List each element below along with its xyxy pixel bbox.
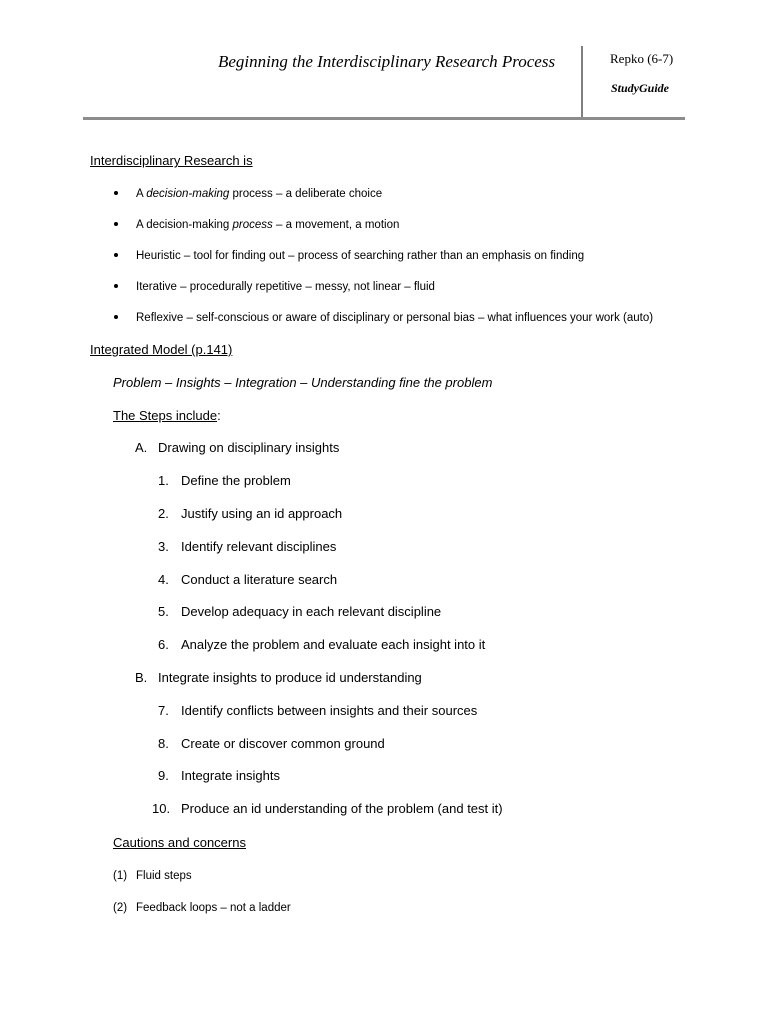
step-text: Justify using an id approach (181, 506, 343, 521)
step-text: Integrate insights (181, 768, 281, 783)
group-label: Drawing on disciplinary insights (158, 440, 340, 455)
header-divider-vertical (581, 46, 583, 118)
document-subtitle: StudyGuide (611, 81, 670, 95)
group-marker: B. (135, 670, 148, 685)
section-heading: Cautions and concerns (113, 835, 246, 850)
step-text: Define the problem (181, 473, 291, 488)
list-item-text: Reflexive – self-conscious or aware of disciplinary or personal bias – what influences your work (auto) (136, 312, 654, 324)
steps-heading: The Steps include: (113, 408, 221, 423)
list-item-text: Iterative – procedurally repetitive – messy, not linear – fluid (136, 281, 435, 293)
step-number: 7. (158, 703, 169, 718)
group-label: Integrate insights to produce id understanding (158, 670, 422, 685)
step-number: 5. (158, 604, 169, 619)
bullet-icon (114, 191, 118, 195)
step-number: 9. (158, 768, 169, 783)
step-text: Produce an id understanding of the problem (and test it) (181, 801, 503, 816)
document-title: Beginning the Interdisciplinary Research Process (218, 52, 556, 71)
bullet-icon (114, 253, 118, 257)
step-number: 1. (158, 473, 169, 488)
step-number: 3. (158, 539, 169, 554)
step-number: 2. (158, 506, 169, 521)
list-item-text: A decision-making process – a movement, a motion (136, 219, 400, 231)
process-flow: Problem – Insights – Integration – Understanding fine the problem (113, 375, 493, 390)
item-number: (2) (113, 902, 128, 914)
section-heading: Interdisciplinary Research is (90, 153, 253, 168)
header-divider-horizontal (83, 117, 685, 120)
step-text: Identify relevant disciplines (181, 539, 337, 554)
group-marker: A. (135, 440, 148, 455)
step-number: 10. (152, 801, 171, 816)
list-item-text: A decision-making process – a deliberate choice (136, 188, 383, 200)
step-number: 8. (158, 736, 169, 751)
step-text: Identify conflicts between insights and their sources (181, 703, 478, 718)
step-text: Conduct a literature search (181, 572, 338, 587)
step-text: Analyze the problem and evaluate each insight into it (181, 637, 486, 652)
item-text: Feedback loops – not a ladder (136, 902, 291, 914)
step-number: 6. (158, 637, 169, 652)
step-text: Create or discover common ground (181, 736, 385, 751)
item-text: Fluid steps (136, 870, 192, 882)
section-heading: Integrated Model (p.141) (90, 342, 233, 357)
bullet-icon (114, 222, 118, 226)
list-item-text: Heuristic – tool for finding out – process of searching rather than an emphasis on finding (136, 250, 585, 262)
author-reference: Repko (6-7) (610, 51, 674, 66)
bullet-icon (114, 315, 118, 319)
item-number: (1) (113, 870, 128, 882)
step-text: Develop adequacy in each relevant discipline (181, 604, 442, 619)
bullet-icon (114, 284, 118, 288)
step-number: 4. (158, 572, 169, 587)
